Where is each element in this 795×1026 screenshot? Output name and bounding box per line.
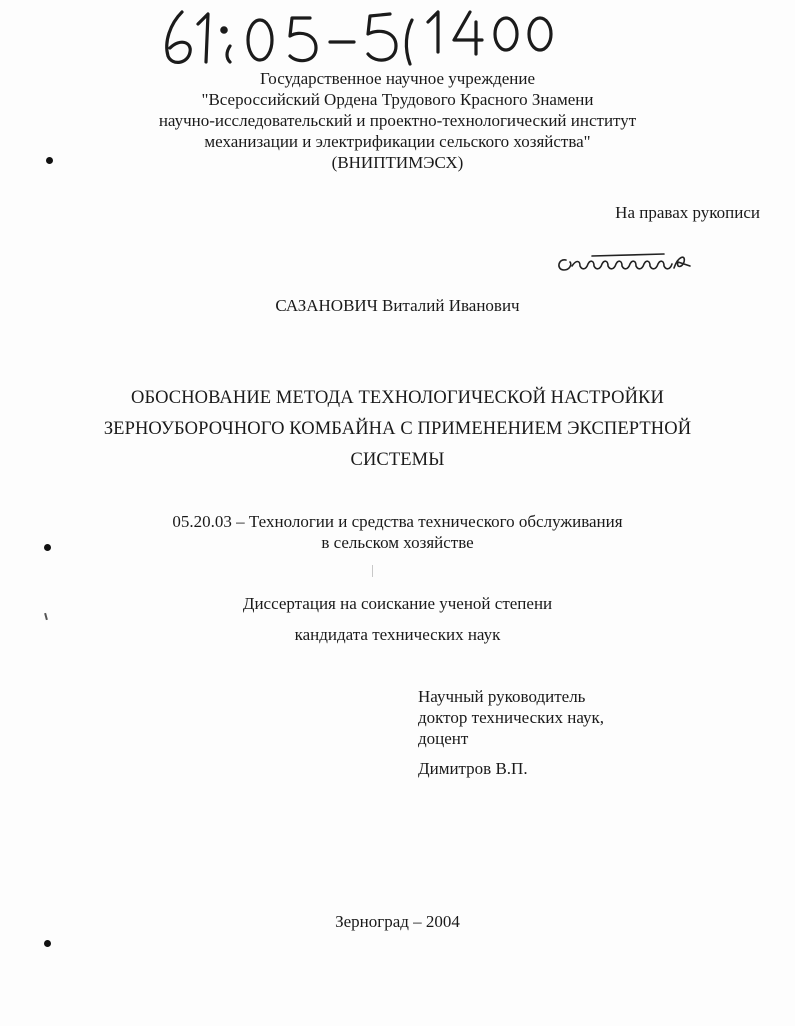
institution-line-3: научно-исследовательский и проектно-технологический институт [158,111,637,130]
author-signature [552,246,698,278]
dissertation-title-line-2: ЗЕРНОУБОРОЧНОГО КОМБАЙНА С ПРИМЕНЕНИЕМ ЭКСПЕРТНОЙ [103,419,692,439]
dissertation-title-line-1: ОБОСНОВАНИЕ МЕТОДА ТЕХНОЛОГИЧЕСКОЙ НАСТРОЙКИ [131,388,664,408]
dissertation-title-line-3: СИСТЕМЫ [350,450,445,470]
scan-mark-dot [44,940,51,947]
place-year: Зерноград – 2004 [335,912,460,931]
degree-line-2: кандидата технических наук [294,625,501,644]
manuscript-rights-note: На правах рукописи [615,203,760,222]
institution-line-2: "Всероссийский Ордена Трудового Красного Знамени [201,90,594,109]
institution-line-1: Государственное научное учреждение [259,69,536,88]
scan-mark-faint [372,565,373,577]
specialty-line-1: 05.20.03 – Технологии и средства технического обслуживания [172,512,623,531]
author-name: САЗАНОВИЧ Виталий Иванович [275,296,520,315]
handwritten-catalog-code [160,2,560,68]
advisor-name: Димитров В.П. [418,759,528,778]
specialty-line-2: в сельском хозяйстве [321,533,474,552]
advisor-degree: доктор технических наук, [418,708,605,727]
institution-line-4: механизации и электрификации сельского хозяйства" [204,132,591,151]
scan-mark-dot [46,157,53,164]
institution-abbreviation: (ВНИПТИМЭСХ) [331,153,464,172]
advisor-rank: доцент [418,729,469,748]
advisor-role: Научный руководитель [418,687,586,706]
scan-mark-dot [44,544,51,551]
degree-line-1: Диссертация на соискание ученой степени [242,594,553,613]
